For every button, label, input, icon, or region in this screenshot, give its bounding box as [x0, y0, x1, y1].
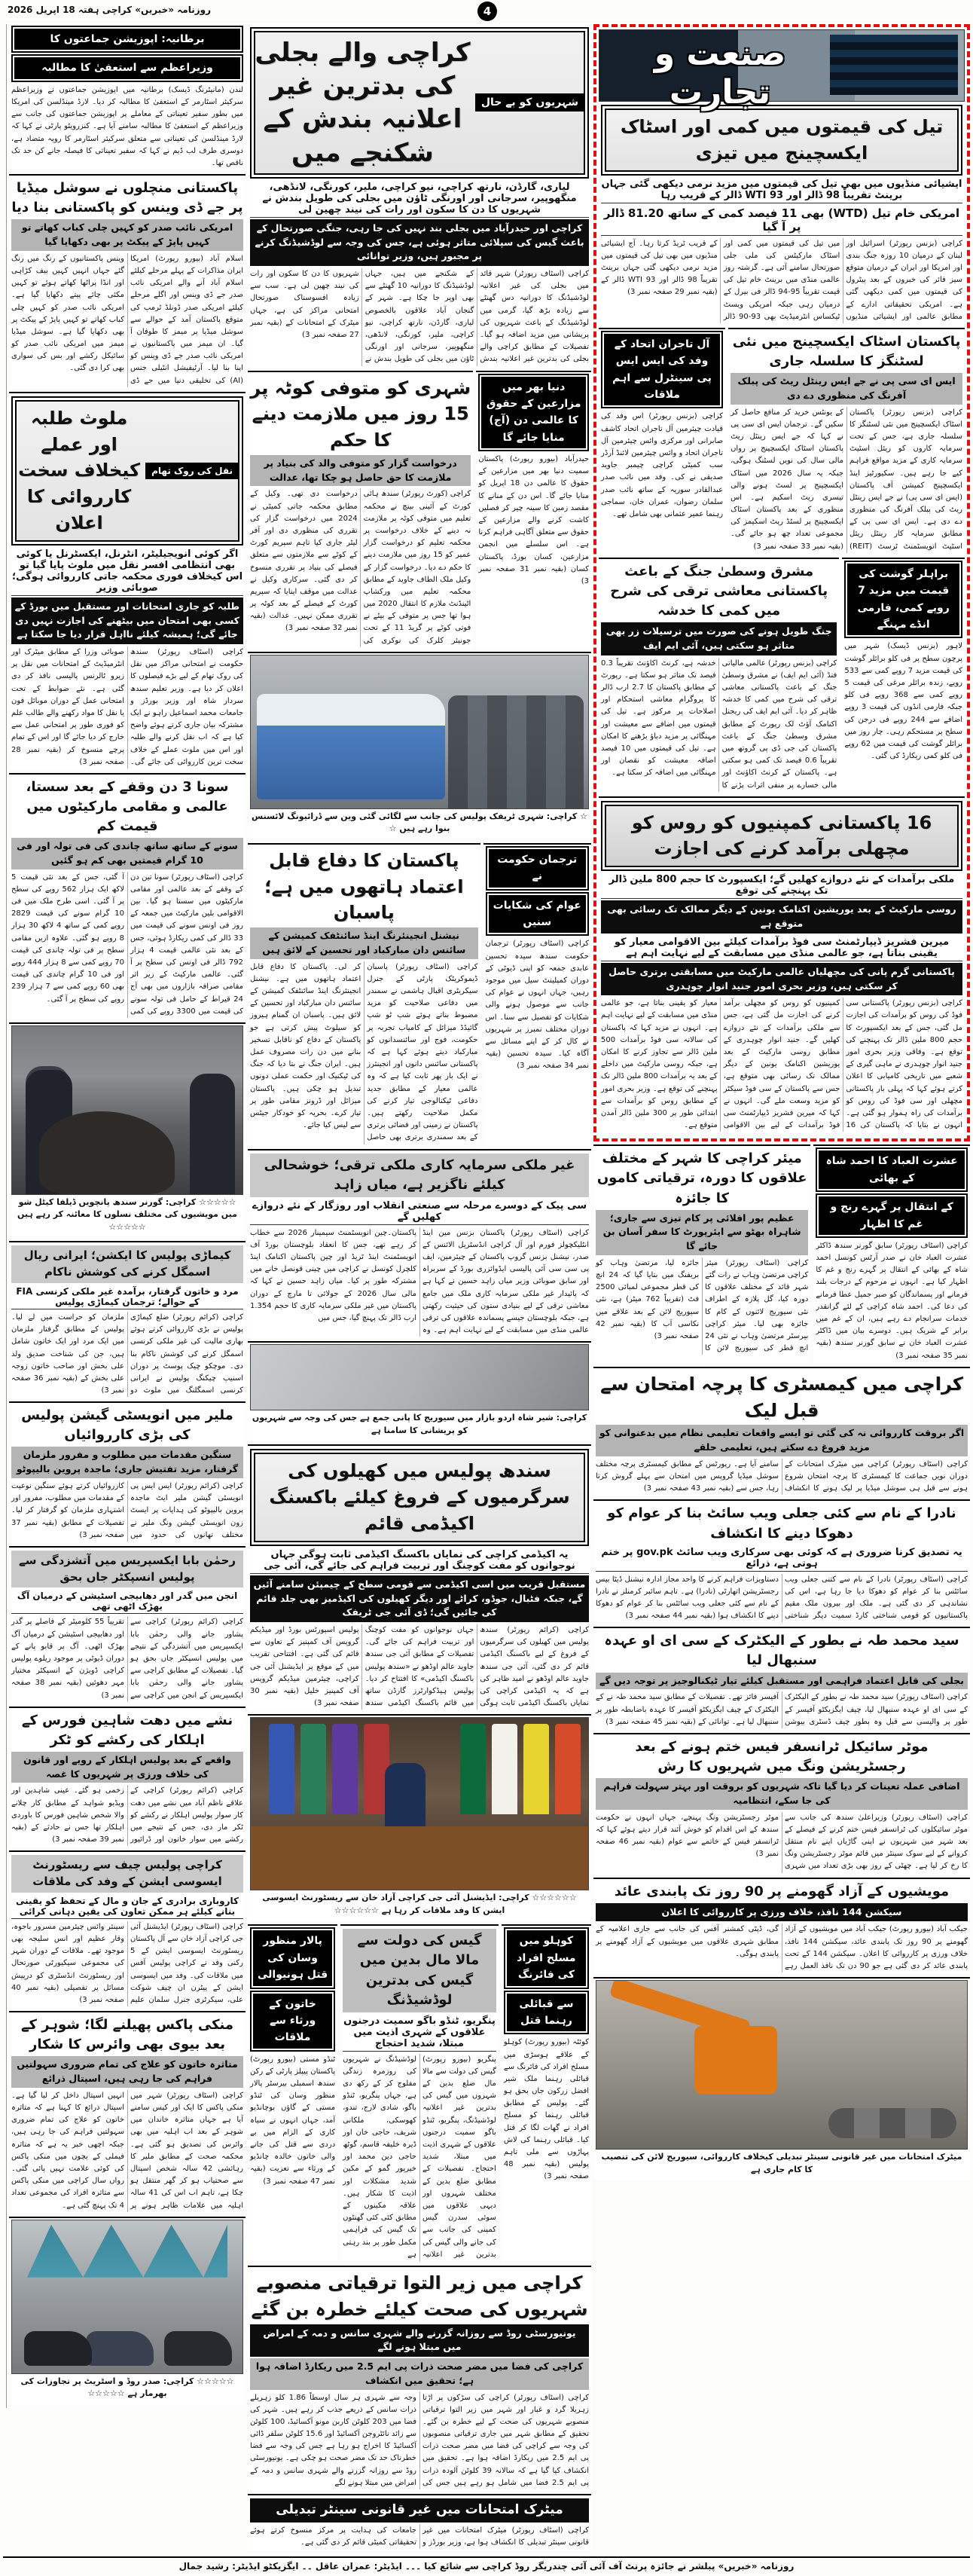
photo-caption: کراچی: شیر شاہ اردو بازار میں سیوریج کا پانی جمع ہے جس کی وجہ سے شہریوں کو پریشانی کا سامنا ہے — [252, 1413, 587, 1435]
article-foreign-investment — [248, 1149, 591, 1339]
flag-icon — [492, 1724, 517, 1814]
deck: ایس ای سی پی نے جے ایس رینٹل ریٹ کی پبلک آفرنگ کی منظوری دے دی — [731, 373, 962, 405]
deck: انجن میں گدر اور دھابیجی اسٹیشن کے درمیان آگ بھڑک اٹھی تھی — [11, 1589, 243, 1614]
article-development-projects-health — [248, 2266, 591, 2491]
boxed-headline-line2: سے قبائلی رہنما قتل — [504, 1991, 589, 2035]
article-psx-listing — [728, 328, 965, 555]
headline: پاکستانی منچلوں نے سوشل میڈیا پر جے ڈی وینس کو پاکستانی بنا دیا — [11, 180, 243, 216]
license-van-photo — [250, 655, 589, 809]
photo-caption: ☆☆☆☆☆ کراچی: گورنر سندھ پانچویں ڈیلفا کیٹل شو میں مویشیوں کی مختلف نسلوں کا معائنہ کر رہے ہیں ☆☆☆☆☆ — [17, 1196, 237, 1232]
article-chemistry-paper-leak — [593, 1367, 970, 1497]
headline: سونا 3 دن وقفے کے بعد سستا، عالمی و مقامی مارکیٹوں میں قیمت کم — [26, 778, 229, 835]
article-illegal-centre-change — [248, 2494, 591, 2550]
body-text: جیکب آباد (بیورو رپورٹ) جیکب آباد میں مویشیوں کے آزاد گھومنے پر 90 روز تک پابندی عائد، سیکشن 144 نافذ، خلاف ورزی پر کارروائی کا اعلان۔ سیکشن 144 کے تحت پابندی عائد کر دی گئی ہے جو 90 دن تک نافذ العمل رہے گی، ڈپٹی کمشنر آفس کی جانب سے جاری اعلامیہ کے مطابق شہری علاقوں میں مویشیوں کے آزاد گھومنے پر پابندی ہوگی۔ — [596, 1925, 968, 1970]
body-text: کراچی (بزنس رپورٹر) عالمی مالیاتی فنڈ (آئی ایم ایف) نے مشرق وسطیٰ جنگ کے باعث پاکستانی معاشی ترقی کی شرح میں کمی کا خدشہ ظاہر کر دیا۔ آئی ایم ایف کی ریجنل اکنامک آؤٹ لک رپورٹ کے مطابق مشرق وسطیٰ جنگ کے باعث پاکستان کی جی ڈی پی گروتھ میں تقریباً 0.6 فیصد تک کمی ہو سکتی ہے۔ پاکستان کے کرنٹ اکاؤنٹ اور مالی خسارے پر منفی اثرات پڑنے کا خدشہ ہے، کرنٹ اکاؤنٹ تقریباً 0.3 فیصد تک متاثر ہو سکتا ہے۔ رپورٹ کے مطابق پاکستان کا 2.7 ارب ڈالر کا پروگرام معاشی استحکام اور اصلاحات پر مرکوز ہے۔ تیل کی قیمتوں میں اضافے سے معیشت اور مہنگائی پر مزید دباؤ بڑھنے کا امکان ہے۔ تیل کی قیمتوں میں 10 فیصد اضافہ معیشت کو نقصان اور مہنگائی میں اضافہ کر سکتا ہے۔ — [601, 659, 837, 790]
deck: ملکی برآمدات کے نئے دروازے کھلیں گے؛ ایکسپورٹ کا حجم 800 ملین ڈالر تک پہنچنے کی توقع — [601, 872, 962, 899]
body-text: کراچی (اسٹاف رپورٹر) پاسبان ڈیموکریٹک پارٹی کے جنرل سیکریٹری اقبال ہاشمی نے سمندر میں دفاعی صلاحیت کو مزید مضبوط بناتے ہوئے شپ ٹو شپ گائیڈڈ میزائل کے کامیاب تجربہ پر حکومت، فوج اور سائنسدانوں کو مبارکباد دیتے ہوئے کہا ہے کہ پاکستانی سائنس دانوں اور انجینئرز نے ایک بار پھر ثابت کیا ہے کہ وہ عالمی معیار کے مطابق جدید دفاعی ٹیکنالوجی تیار کرنے کی مکمل صلاحیت رکھتے ہیں۔ پاکستان نے زمینی اور فضائی برتری کے بعد سمندری برتری بھی حاصل کر لی۔ پاکستان کا دفاع قابل اعتماد ہاتھوں میں ہے۔ نیشنل انجینئرنگ اینڈ سائنٹفک کمیشن کے سائنس دان مبارکباد اور تحسین کے لائق ہیں۔ پاسبان ان گمنام ہیروز کو سیلوٹ پیش کرتی ہے جو پاکستان کے دفاع کو ناقابل تسخیر بنانے میں دن رات مصروف عمل ہیں۔ ایران جنگ نے بتا دیا کہ جنگ کی ٹیکنیک اور حکمت عملی دونوں تبدیل ہو چکی ہیں۔ پاکستان میزائل اور ڈرونز مقامی طور پر تیار کرے۔ بحریہ کو خودکار جیٹس سے لیس کیا جائے۔ — [250, 962, 478, 1142]
body-text: کراچی (کورٹ رپورٹر) سندھ ہائی کورٹ کے آئینی بینچ نے محکمہ تعلیم میں متوفی کوٹہ پر ملازمت نہ دینے کے خلاف درخواست پر محکمہ تعلیم کو درخواست گزار عمیر کو 15 روز میں ملازمت دینے کا حکم دے دیا۔ درخواست گزار کے وکیل ملک الطاف جاوید کے مطابق محکمہ تعلیم میں ورکشاپ اٹینڈنٹ ملازم کا انتقال 2020 میں ہوا تھا جس پر متوفی کے بیٹے نے فوتی کوٹے پر گریڈ 11 کے تحت جونیئر کلرک کی نوکری کی درخواست دی تھی۔ وکیل کے مطابق محکمہ جاتی کمیٹی نے 2024 میں درخواست گزار کی تقرری کی منظوری دی اور آفر لیٹر جاری کیا تاہم سپریم کورٹ کے کوٹے سے ملازمتوں سے متعلق فیصلے کی بنیاد پر تقرری منسوخ کر دی گئی۔ سرکاری وکیل نے عدالت میں موقف اپنایا کہ سپریم کورٹ کے فیصلے کے بعد کوٹہ پر تقرری ممکن نہیں۔ عدالت (بقیہ نمبر 32 صفحہ نمبر 3) — [250, 490, 471, 645]
cattle-show-photo — [11, 1025, 243, 1195]
boxed-headline-line1: برطانیہ: اپوزیشن جماعتوں کا — [11, 26, 243, 53]
article-gold-price — [9, 773, 246, 1019]
body-text: حیدرآباد (بیورو رپورٹ) پاکستان سمیت دنیا بھر میں مزارعین کے حقوق کا عالمی دن 18 اپریل کو منایا جائے گا۔ اس دن کے منانے کا مقصد زمین کا سینہ چیر کر فصلیں کاشت کرنے والے مزارعین کے حقوق سے متعلق آگاہی فراہم کرنا ہے۔ اس سلسلے میں انجمن مزارعین، کسان بورڈ، پاکستان کسان (بقیہ نمبر 31 صفحہ نمبر 3) — [478, 455, 589, 585]
deck: سی پیک کے دوسرے مرحلہ سے صنعتی انقلاب اور روزگار کے نئے دروازے کھلیں گے — [250, 1199, 589, 1225]
deck: لیاری، گارڈن، نارتھ کراچی، نیو کراچی، ملیر، کورنگی، لانڈھی، منگھوپیر، سرجانی اور اورنگی ٹاؤن میں بجلی کی طویل بندش نے شہریوں کا دن کا سکون اور رات کی نیند چھین لی — [250, 180, 589, 218]
body-text: کراچی (اسٹاف رپورٹر) نادرا کے نام سے کتنی جعلی ویب سائٹس بنا کر عوام کو دھوکا دیا جا رہا ہے، اس کی نشاندہی کر دی گئی ہے۔ ملک اور بیرون ملک مقیم پاکستانیوں کو قومی شناختی کارڈ سمیت دیگر شناختی دستاویزات فراہم کرنے کا واحد مجاز ادارہ نیشنل ڈیٹا بیس رجسٹریشن اتھارٹی (نادرا) ہے۔ تاہم سائبر کرمنلز نے نادرا کے نام سے کئی جعلی ویب سائٹس بنا کر عوام کو دھوکا دینے کا انکشاف ہوا (بقیہ نمبر 44 صفحہ نمبر 3) — [596, 1575, 968, 1621]
photo-caption: ☆☆☆☆☆ کراچی: صدر روڈ و اسٹریٹ پر تجاوزات کی بھرمار ہے ☆☆☆☆☆ — [20, 2376, 234, 2399]
boxed-headline: دنیا بھر میں مزارعین کے حقوق کا عالمی دن (آج) منایا جائے گا — [478, 374, 589, 452]
deck: مرد و خاتون گرفتار، برآمدہ غیر ملکی کرنسی FIA کے حوالے؛ ترجمان کیماڑی پولیس — [11, 1285, 243, 1309]
article-cheating-crackdown — [9, 392, 246, 770]
article-kohlu-killing — [502, 1924, 591, 2263]
headline: مشرق وسطیٰ جنگ کے باعث پاکستانی معاشی ترقی کی شرح میں کمی کا خدشہ — [610, 563, 828, 619]
date-line: روزنامہ «خبریں» کراچی ہفتہ 18 اپریل 2026 — [8, 5, 211, 15]
deck: امریکی نائب صدر کو کہیں چلی کباب کھاتے تو کہیں پاپڑ کے پیکٹ پر بھی دکھایا گیا — [11, 219, 243, 251]
deck: جنگ طویل ہونے کی صورت میں ترسیلات زر بھی متاثر ہو سکتی ہیں، آئی ایم ایف — [601, 622, 837, 655]
headline: پاکستان کا دفاع قابل اعتماد ہاتھوں میں ہے؛ پاسبان — [264, 849, 464, 924]
headline: نادرا کے نام سے کئی جعلی ویب سائٹ بنا کر عوام کو دھوکا دینے کا انکشاف — [607, 1505, 956, 1542]
sewerage-street-photo — [250, 1344, 589, 1410]
body-text: کراچی (اسٹاف رپورٹر) سونا تین دن کے وقفے کے بعد عالمی اور مقامی مارکیٹوں میں سستا ہو گیا۔ بین الاقوامی بلین مارکیٹ میں جمعہ کے روز فی اونس سونے کی قیمت میں 33 ڈالر کی کمی ریکارڈ ہوئی، جس کے بعد نئی عالمی قیمت 4 ہزار 792 ڈالر فی اونس کی سطح پر آ گئی۔ عالمی مارکیٹ کے زیر اثر مقامی صرافہ بازاروں میں بھی آج 24 قیراط کے حامل فی تولہ سونے کی قیمت میں 3300 روپے کی کمی آ گئی، جس کے بعد نئی قیمت 5 لاکھ ایک ہزار 562 روپے کی سطح پر آ گئی۔ اسی طرح ملک میں فی 10 گرام سونے کی قیمت 2829 روپے کمی کے ساتھ 4 لاکھ 30 ہزار 8 روپے ہو گئی۔ علاوہ ازیں مقامی سطح پر فی تولہ چاندی کی قیمت 70 روپے کمی سے 8 ہزار 444 روپے اور فی 10 گرام چاندی کی قیمت بھی 60 روپے کمی سے 7 ہزار 239 روپے کی سطح پر آ گئی۔ — [11, 872, 243, 1016]
deck: امریکی خام تیل (WTD) بھی 11 فیصد کمی کے ساتھ 81.20 ڈالر پر آ گیا — [601, 205, 962, 236]
conference-table — [251, 1826, 588, 1890]
kicker: شہریوں کو بے حال — [475, 93, 584, 112]
headline: کراچی میں کیمسٹری کا پرچہ امتحان سے قبل لیک — [600, 1373, 963, 1421]
headline: 16 پاکستانی کمپنیوں کو روس کو مچھلی برآمد کرنے کی اجازت — [631, 811, 932, 860]
article-boxing-academy — [248, 1444, 591, 1711]
deck: نیشنل انجینئرنگ اینڈ سائنٹفک کمیشن کے سائنس دان مبارکباد اور تحسین کے لائق ہیں — [250, 927, 478, 959]
body-text: اسلام آباد (بیورو رپورٹ) امریکا ایران مذاکرات کے پہلے مرحلے کیلئے اسلام آباد آنے والے امریکی نائب صدر جے ڈی وینس اور اگلے مرحلے کیلئے امریکی صدر ڈونلڈ ٹرمپ کی متوقع پاکستان آمد کے حوالے سے سوشل میڈیا پر میمز کا طوفان آ گیا۔ ان میمز میں پاکستانیوں نے امریکی نائب صدر جے ڈی وینس کو اپنا بنا لیا۔ آرٹیفیشل انٹیلی جنس (AI) کی تخلیقی دنیا میں جے ڈی وینس پاکستانیوں کے رنگ میں رنگ گئے جہاں انہیں کہیں بیف کڑاہی اور انڈا پراٹھا کھاتے ہوئے تو کہیں مکئی چائے پیتے دکھایا گیا ہے۔ امریکی نائب صدر کو کہیں چلی کباب کھاتے تو کہیں پاپڑ کے پیکٹ پر بھی دکھایا گیا ہے۔ سوشل میڈیا میمز میں امریکی نائب صدر کو سائیکل رکشے اور بس کی سواری بھی کرا دی گئی۔ — [11, 254, 243, 385]
body-text: کراچی (بزنس رپورٹر) پاکستانی سی فوڈ کی روس کو برآمدات کی اجازت مل گئی، جس کے بعد ایکسپورٹ کا حجم 800 ملین ڈالر تک پہنچنے کی توقع ہے۔ وفاقی وزیر بحری امور جنید انوار چوہدری نے ماہی گیری کے شعبے میں تاریخی کامیابی کا اعلان کرتے ہوئے کہا کہ پہلی بار پاکستانی مچھلی اور سی فوڈ کی روس کو برآمدات کی راہ ہموار ہو گئی ہے۔ انہوں نے بتایا کہ پاکستان کی 16 کمپنیوں کو روس کو مچھلی برآمد کرنے کی اجازت مل گئی ہے، جس سے ملکی برآمدات کے نئے دروازے کھلیں گے۔ جنید انوار چوہدری کے مطابق روسی مارکیٹ کے بعد یوریشین اکنامک یونین کے دیگر ممالک تک رسائی بھی متوقع ہے، جس سے پاکستان کے سی فوڈ سیکٹر کو مزید وسعت ملے گی۔ انہوں نے کہا کہ میرین فشریز ڈیپارٹمنٹ سی فوڈ برآمدات کے لیے بین الاقوامی معیار کو یقینی بناتا ہے، جو عالمی منڈی میں مسابقت کے لیے نہایت اہم ہے۔ انہوں نے مزید کہا کہ پاکستان کی سالانہ سی فوڈ برآمدات 500 ملین ڈالر سے تجاوز کرنے کا امکان ہے، جبکہ روسی مارکیٹ میں داخلے کے بعد یہ برآمدات 800 ملین ڈالر تک پہنچنے کی توقع ہے۔ وزیر بحری امور کے مطابق روس کو برآمدات سے ابتدائی طور پر 300 ملین ڈالر آمدن متوقع ہے۔ — [601, 999, 962, 1130]
body-text: کراچی (کرائم رپورٹر) ایس ایس پی انویسٹی گیشن ملیر ایٹ ماجدہ پروین بالیپوٹو کی ہدایات پر ایسٹ زون انویسٹی گیشن ونگ ملیر نے مختلف تھانوں کی حدود میں کارروائیاں کرتے ہوئے سنگین نوعیت کے مقدمات میں مطلوب، مفرور اور اشتہاری ملزمان کو گرفتار کر لیا۔ تفصیلات کے مطابق (بقیہ نمبر 37 صفحہ نمبر 3) — [11, 1481, 243, 1539]
body-text: کراچی (اسٹاف رپورٹر) ترجمان حکومت سندھ سیدہ تحسین عابدی جمعہ کو اپنی ڈیوٹی کے دوران کمپلینٹ سیل میں موجود رہیں، جہاں انہوں نے عوام کی جانب سے موصول ہونے والی شکایات کو تفصیل سے سنا۔ اس دوران مختلف نمبرز پر شہریوں نے کال کر کے اپنے مسائل سے آگاہ کیا۔ سیدہ تحسین (بقیہ نمبر 34 صفحہ نمبر 3) — [485, 940, 589, 1071]
headline: غیر ملکی سرمایہ کاری ملکی ترقی؛ خوشحالی کیلئے ناگزیر ہے، میاں زاہد — [250, 1154, 589, 1197]
headline: رحمٰن بابا ایکسپریس میں آتشزدگی سے پولیس انسپکٹر جاں بحق — [11, 1551, 243, 1588]
article-mayor-visit — [593, 1144, 810, 1363]
body-text: کراچی (اسٹاف رپورٹر) پاکستان بزنس مین اینڈ انٹلیکچولز فورم اور آل کراچی انڈسٹریل الائنس کے صدر، نیشنل بزنس گروپ پاکستان کے چیئرمین، ایف پی سی سی آئی پالیسی ایڈوائزری بورڈ کے سربراہ اور سابق صوبائی وزیر میاں زاہد حسین نے کہا ہے کہ پائیدار غیر ملکی سرمایہ کاری ملک میں جامع معاشی ترقی کے لیے بنیادی ستون کی حیثیت رکھتی ہے، جبکہ بلوچستان جیسے پسماندہ علاقوں کی ترقی عالمی منڈی میں مسابقت کے لیے نہایت اہم ہے۔ وہ پاکستان۔چین انویسٹمنٹ سیمینار 2026 سے خطاب کر رہے تھے، جس کا انعقاد بلوچستان بورڈ آف انویسٹمنٹ اینڈ ٹریڈ اور چین پاکستان اکنامک اینڈ کلچرل کونسل نے کراچی میں چینی قونصل خانے میں مشترکہ طور پر کیا۔ میاں زاہد حسین نے کہا کہ مالی سال 2026 کے جولائی تا مارچ کے دوران پاکستان میں غیر ملکی سرمایہ کاری کا حجم 1.354 ارب ڈالر تک پہنچ گیا، جس میں — [250, 1228, 589, 1335]
boxed-headline: آل تاجران اتحاد کے وفد کی ایس ایس پی سینٹرل سے اہم ملاقات — [601, 331, 723, 409]
article-wasan-condolence — [248, 1924, 337, 2263]
article-monkeypox — [9, 2011, 246, 2214]
article-shaheen-force-crash — [9, 1707, 246, 1848]
body-text: کوئٹہ (بیورو رپورٹ) کوہلو کے علاقے ہوسڑی میں مسلح افراد کی فائرنگ سے قبائلی رہنما ملک شیر افضل زرکون جاں بحق ہو گئے۔ پولیس کے مطابق قبائلی رہنما کو مسلح افراد نے گھات لگا کر قتل کیا۔ قبائلی رہنما کی لاش پہاڑوں سے ملی تاہم پولیس (بقیہ نمبر 48 صفحہ نمبر 3) — [503, 2038, 589, 2181]
license-van-photo-block — [248, 652, 591, 840]
photo-caption: میٹرک امتحانات میں غیر قانونی سینٹر تبدیلی کیخلاف کارروائی، سیوریج لائن کی تنصیب کا کام جاری ہے — [601, 2152, 962, 2174]
boxed-headline-line2: وزیراعظم سے استعفیٰ کا مطالبہ — [11, 54, 243, 81]
deck: روسی مارکیٹ کے بعد یوریشین اکنامک یونین کے دیگر ممالک تک رسائی بھی متوقع ہے — [601, 900, 962, 934]
deck: پنگریو، ٹنڈو باگو سمیت درجنوں علاقوں کے شہری اذیت میں مبتلا، شدید احتجاج — [343, 2014, 496, 2052]
flag-icon — [555, 1724, 581, 1814]
headline: گیس کی دولت سے مالا مال بدین میں گیس کی بدترین لوڈشیڈنگ — [343, 1929, 496, 2012]
headline: مویشیوں کے آزاد گھومنے پر 90 روز تک پابندی عائد — [614, 1883, 950, 1899]
article-imf-warning — [599, 558, 839, 793]
boxed-headline-line1: ترجمان حکومت نے — [486, 846, 590, 891]
article-jd-vance-memes — [9, 174, 246, 389]
body-text: کراچی (کرائم رپورٹر) ضلع کیماڑی پولیس نے بڑی کارروائی کرتے ہوئے بھاری مالیت کی غیر ملکی کرنسی اسمگل کرنے کی کوشش ناکام بنا دی۔ موچکو چیک پوسٹ پر دوران اسنیپ چیکنگ پولیس نے ایرانی کرنسی اسمگلنگ میں ملوث دو ملزمان کو حراست میں لے لیا۔ پولیس کے مطابق گرفتار ملزمان میں ایک مرد اور ایک خاتون شامل ہیں، جن کی شناخت صدیق ولد علی بخش اور صاحب خاتون زوجہ علی بخش کے (بقیہ نمبر 36 صفحہ نمبر 3) — [11, 1312, 243, 1395]
headline: سید محمد طہ نے بطور کے الیکٹرک کے سی ای او عہدہ سنبھال لیا — [604, 1633, 959, 1669]
deck: درخواست گزار کو متوفی والد کی بنیاد پر ملازمت کا حق حاصل ہو چکا تھا، عدالت — [250, 455, 471, 487]
headline: کیماڑی پولیس کا ایکشن؛ ایرانی ریال اسمگل کرنے کی کوشش ناکام — [11, 1245, 243, 1283]
body-text: کراچی (اسٹاف رپورٹر) شہر قائد میں بجلی کی غیر اعلانیہ لوڈشیڈنگ کا دورانیہ دس گھنٹے سے زیادہ بڑھ گیا، گرمی میں لوڈشیڈنگ کے باعث شہریوں کی پریشانی میں مزید اضافہ ہو گیا۔ تفصیلات کے مطابق کراچی والے بجلی کی بدترین غیر اعلانیہ بندش کے شکنجے میں ہیں، جہاں لوڈشیڈنگ کا دورانیہ 10 گھنٹے سے بھی اوپر جا چکا ہے۔ شہر کے گنجان آباد علاقوں بالخصوص لیاری، گارڈن، نارتھ کراچی، نیو کراچی، ملیر، کورنگی، لانڈھی، منگھوپیر، سرجانی اور اورنگی ٹاؤن میں بجلی کی طویل بندش نے شہریوں کا دن کا سکون اور رات کی نیند چھین لی ہے۔ سب سے زیادہ افسوسناک صورتحال امتحانی مراکز کی ہے، جہاں میٹرک کے امتحانات کے (بقیہ نمبر 27 صفحہ نمبر 3) — [250, 270, 589, 364]
article-main-power-outage — [248, 24, 591, 368]
article-spokesperson-complaints — [483, 843, 592, 1146]
deck: مستقبل قریب میں اسی اکیڈمی سے قومی سطح کے چیمپئن سامنے آئیں گے، جبکہ فٹبال، جوڈو، کراٹے اور دیگر کھیلوں کی اکیڈمیز بھی جلد قائم کی جائیں گی؛ ڈی آئی جی ٹریفک — [250, 1575, 589, 1622]
body-text: کراچی (بزنس رپورٹر) پاکستان اسٹاک ایکسچینج میں نئی لسٹنگز کا سلسلہ جاری ہے، جس کے تحت سرمایہ کاروں کو ریئل اسٹیٹ سرمایہ کاری کے مزید مواقع فراہم کیے جا رہے ہیں۔ سکیورٹیز اینڈ ایکسچینج کمیشن آف پاکستان (ایس ای سی پی) نے جے ایس رینٹل ریٹ کی پبلک آفرنگ کی منظوری دے دی ہے۔ ایس ای سی پی کے مطابق سرمایہ کار رینٹل ریئل اسٹیٹ انویسٹمنٹ ٹرسٹ (REIT) کے یونٹس خرید کر منافع حاصل کر سکیں گے۔ ترجمان ایس ای سی پی نے کہا کہ جے ایس رینٹل ریٹ پاکستان اسٹاک ایکسچینج پر رواں مالی سال کی نویں لسٹنگ ہوگی، جبکہ یہ سال 2026 میں اسٹاک ایکسچینج پر لسٹ ہونے والی تیسری ریٹ اسکیم ہے۔ اس منظوری کے بعد پاکستان اسٹاک ایکسچینج پر لسٹڈ ریٹ اسکیمز کی مجموعی تعداد چھ ہو جائے گی۔ (بقیہ نمبر 33 صفحہ نمبر 3) — [731, 408, 962, 551]
body-text: کراچی (اسٹاف رپورٹر) میئر کراچی مرتضیٰ وہاب نے رات گئے شہر قائد کے مختلف علاقوں کا دورہ کیا، گل پلازہ کے اطراف نئی سیوریج لائنوں کے کام کا جائزہ بھی لیا۔ میئر کراچی بیرسٹر مرتضیٰ وہاب نے نئی 24 انچ قطر کی سیوریج لائن کا جائزہ لیا، مرتضیٰ وہاب کو بریفنگ میں بتایا گیا کہ 24 انچ کی قطر مجموعی لمبائی 2500 فٹ (تقریباً 762 میٹر) ہے، نئی سیوریج لائن کے بعد علاقے میں نکاسی آب کا (بقیہ نمبر 42 صفحہ نمبر 3) — [596, 1258, 809, 1353]
article-pasban-defence — [248, 843, 480, 1146]
page-header — [3, 2, 970, 24]
deck: سیکشن 144 نافذ، خلاف ورزی پر کارروائی کا اعلان — [596, 1903, 968, 1922]
deck: پاکستانی گرم پانی کی مچھلیاں عالمی مارکیٹ میں مسابقتی برتری حاصل کر سکتی ہیں، وزیر بحری امور جنید انوار چوہدری — [601, 963, 962, 996]
deck: سنگین مقدمات میں مطلوب و مفرور ملزمان گرفتار، مزید تفتیش جاری؛ ماجدہ پروین بالیپوٹو — [11, 1447, 243, 1478]
headline: پاکستان اسٹاک ایکسچینج میں نئی لسٹنگز کا سلسلہ جاری — [732, 333, 961, 369]
headline: تیل کی قیمتوں میں کمی اور اسٹاک ایکسچینج میں تیزی — [620, 116, 944, 163]
body-text: کراچی (کرائم رپورٹر) کراچی کے علاقے ناظم آباد میں نشے میں دھت کار سوار پولیس اہلکار نے رکشے کو ٹکر مار دی، جس کے نتیجے میں رکشے میں سوار خاتون اور ڈرائیور زخمی ہو گئے۔ عینی شاہدین اور ویڈیو شواہد کے مطابق کار چلانے والا شخص شاہین فورس کا باوردی اہلکار تھا جس نے حادثے کے (بقیہ نمبر 39 صفحہ نمبر 3) — [11, 1786, 243, 1844]
deck: بجلی کی قابل اعتماد فراہمی اور مستقبل کیلئے تیار ٹیکنالوجیز پر توجہ دیں گے — [596, 1673, 968, 1690]
stock-exchange-photo — [830, 35, 958, 95]
deck: میرین فشریز ڈیپارٹمنٹ سی فوڈ برآمدات کیلئے بین الاقوامی معیار کو یقینی بناتا ہے، جو عالمی منڈی میں مسابقت کے لیے نہایت اہم ہے — [601, 935, 962, 961]
headline: سندھ پولیس میں کھیلوں کی سرگرمیوں کے فروغ کیلئے باکسنگ اکیڈمی قائم — [269, 1460, 570, 1534]
deck: عظیم پور افلائی پر کام تیزی سے جاری؛ شاہراہ بھٹو سے ایئرپورٹ کا سفر آسان بن جائے گا — [596, 1210, 808, 1255]
article-cattle-ban — [593, 1878, 970, 1975]
deck: ایشیائی منڈیوں میں بھی تیل کی قیمتوں میں مزید نرمی دیکھی گئی جہاں برینٹ تقریباً 98 ڈالر اور WTI 93 ڈالر کے قریب رہا — [601, 177, 962, 203]
headline: کراچی میں زیر التوا ترقیاتی منصوبے شہریوں کی صحت کیلئے خطرہ بن گئے — [251, 2272, 588, 2320]
article-malir-investigation — [9, 1401, 246, 1543]
article-ishrat-condolence — [813, 1144, 970, 1363]
article-restaurant-association — [9, 1850, 246, 2008]
right-band — [593, 24, 970, 2183]
boxed-headline-line1: پالار منظور وسان کی قتل ہونیوالی — [250, 1927, 335, 1988]
headline: میٹرک امتحانات میں غیر قانونی سینٹر تبدیلی — [250, 2498, 589, 2523]
article-ke-ceo — [593, 1627, 970, 1730]
body-text: کراچی (اسٹاف رپورٹر) سندھ حکومت نے امتحانی مراکز میں نقل کی روک تھام کے لیے بڑے فیصلوں کا اعلان کر دیا ہے۔ وزیر تعلیم سندھ سردار شاہ اور وزیر بورڈز و جامعات محمد اسماعیل راہو نے ایک مشترکہ بیان جاری کرتے ہوئے واضح کیا ہے کہ اب نقل کرنے والے طلبہ اور اس میں ملوث عملے کے خلاف سخت ترین کارروائی کی جائے گی۔ صوبائی وزرا کے مطابق میٹرک اور انٹرمیڈیٹ کے امتحانات میں نقل پر زیرو ٹالرنس پالیسی نافذ کر دی گئی ہے۔ نئے ضوابط کے تحت امتحانی عمل کے دوران موبائل فون یا نقل کا مواد رکھنے والے طالب علم کو فوری طور پر امتحانی عمل سے خارج کر دیا جائے گا اور اس کے تمام پرچے منسوخ کر (بقیہ نمبر 28 صفحہ نمبر 3) — [11, 648, 243, 766]
body-text: کراچی (اسٹاف رپورٹر) کراچی کی سڑکوں پر اڑتا زہریلا گرد و غبار اور شہر میں زیر التوا ترقیاتی منصوبے شہریوں کی صحت کے لیے خطرہ بن گئے۔ تحقیق کے مطابق شہر میں جاری ترقیاتی منصوبوں کی وجہ سے کراچی کی فضا میں مضر صحت ذرات پی ایم 2.5 میں ریکارڈ اضافہ ہوا ہے۔ تحقیق میں انکشاف کیا گیا ہے کہ سالانہ 39 کلوٹن آلودہ ذرات پی ایم 2.5 فضا میں شامل ہو رہے ہیں جس کی وجہ سے شہری ہر سال اوسطاً 1.86 کلو زہریلے ذرات سانس کے ذریعے جذب کر رہے ہیں۔ شہر کی فضا میں 203 کلوٹن کاربن مونو آکسائیڈ، 100 کلوٹن سے زائد نائٹروجن آکسائیڈ اور 15.6 کلوٹن سلفر ڈائی آکسائیڈ کا اخراج ہو رہا ہے جس کی وجہ سے فضا خطرناک حد تک مضر صحت ہو چکی ہے۔ یونیورسٹی روڈ سے روزانہ گزرنے والے شہری سانس و دمہ کے امراض میں مبتلا ہونے لگے — [250, 2393, 589, 2487]
article-bike-transfer-fee — [593, 1733, 970, 1875]
deck: یونیورسٹی روڈ سے روزانہ گزرنے والے شہری سانس و دمہ کے امراض میں مبتلا ہونے لگے — [250, 2324, 589, 2358]
main-headline: کراچی والے بجلی کی بدترین غیر اعلانیہ بندش کے شکنجے میں — [255, 38, 471, 168]
encroachment-photo — [11, 2220, 243, 2374]
boxed-headline-line2: عوام کی شکایات سنیں — [486, 892, 590, 937]
article-oil-prices — [599, 102, 965, 325]
body-text: کراچی (اسٹاف رپورٹر) میٹرک امتحانات میں غیر قانونی سینٹر تبدیلی کا انکشاف ہوا ہے، وزیر بورڈز و جامعات کی ہدایت پر مرکز منسوخ کرتے ہوئے تحقیقاتی کمیٹی قائم کر دی گئی ہے۔ — [250, 2526, 589, 2547]
body-text: کراچی (اسٹاف رپورٹر) کراچی میں میٹرک امتحانات کے دوران نویں جماعت کا کیمسٹری کا پرچہ امتحان شروع ہونے سے قبل ہی سوشل میڈیا پر لیک ہونے کا انکشاف سامنے آیا ہے۔ رپورٹس کے مطابق کیمسٹری پرچہ مختلف سوشل میڈیا گروپس میں امتحان سے پہلے گروش کرتا رہا، جس سے (بقیہ نمبر 43 صفحہ نمبر 3) — [596, 1459, 968, 1493]
deck: اگر بروقت کارروائی نہ کی گئی تو ایسے واقعات تعلیمی نظام میں بدعنوانی کو مزید فروغ دے سکتے ہیں، تعلیمی حلقے — [596, 1425, 968, 1456]
sewerage-photo-block — [248, 1341, 591, 1441]
body-text: کراچی (کرائم رپورٹر) کراچی سے پشاور جانے والی رحمٰن بابا ایکسپریس میں آتشزدگی کے نتیجے میں پولیس انسپکٹر جاں بحق ہو گیا۔ تفصیلات کے مطابق کراچی سے پشاور جانے والی رحمٰن بابا ایکسپریس کے انجن میں کراچی سے تقریباً 55 کلومیٹر کے فاصلے پر گدر اور دھابیجی اسٹیشن کے درمیان آگ بھڑک اٹھی۔ آگ پر قابو پانے کے دوران ڈیوٹی پر موجود ریلوے پولیس کراچی ڈویژن کے انسپکٹر مختیار مہر دھوئیں (بقیہ نمبر 38 صفحہ نمبر 3) — [11, 1618, 243, 1700]
police-meeting-photo — [250, 1717, 589, 1890]
police-officer-figure — [385, 1763, 425, 1828]
headline: نشے میں دھت شاہین فورس کے اہلکار کی رکشے کو ٹکر — [21, 1712, 233, 1748]
headline: شہری کو متوفی کوٹہ پر 15 روز میں ملازمت دینے کا حکم — [250, 377, 471, 451]
flag-icon — [300, 1724, 326, 1814]
deck: اگر کوئی انویجیلیٹر، انٹرنل، ایکسٹرنل یا کوئی بھی انتظامی افسر نقل میں ملوث پایا گیا تو اس کیخلاف فوری محکمہ جاتی کارروائی ہوگی؛ صوبائی وزیر — [11, 547, 243, 596]
pakistan-flag-icon — [460, 1724, 486, 1814]
photo-caption: ☆☆☆☆☆☆ کراچی: ایڈیشنل آئی جی کراچی آزاد خان سے ریسٹورنٹ ایسوسی ایشن کا وفد ملاقات کر رہا ہے ☆☆☆☆☆☆ — [262, 1893, 577, 1915]
photo-caption: ☆ کراچی: شہری ٹریفک پولیس کی جانب سے لگائی گئی وین سے ڈرائیونگ لائسنس بنوا رہے ہیں ☆ — [252, 811, 587, 834]
imprint-line: روزنامہ «خبریں» پبلشر نے جائزہ پرنٹ آف آئی آئی چندریگر روڈ کراچی سے شائع کیا ۔۔۔ ایڈیٹر: عمران عاقل ۔۔ ایگزیکٹو ایڈیٹر: رشید جمال — [3, 2556, 970, 2574]
boxed-headline-line1: کوہلو میں مسلح افراد کی فائرنگ — [504, 1927, 589, 1988]
headline: منکی پاکس پھیلنے لگا؛ شوہر کے بعد بیوی بھی وائرس کا شکار — [20, 2017, 234, 2053]
article-nadra-fake-websites — [593, 1499, 970, 1624]
body-text: لاہور (بزنس ڈیسک) شہر میں پرچون سطح پر فی کلو برائلر گوشت کی قیمت مزید 7 روپے کمی سے 533 روپے، زندہ برائلر مرغی کی قیمت 5 روپے کمی سے 368 روپے فی کلو جبکہ فارمی انڈوں کی قیمت 3 روپے اضافے سے 244 روپے فی درجن کی سطح پر مستحکم رہی۔ چار روز میں برائلر گوشت کی قیمت میں 62 روپے فی کلو کمی ریکارڈ کی گئی۔ — [844, 642, 963, 761]
body-text: کراچی (اسٹاف رپورٹر) سید محمد طہ نے بطور کے الیکٹرک کے سی ای او عہدہ سنبھال لیا، چیف ایگزیکٹو آفیسر کے طور پر والیسی سے قبل وہ بطور چیف ڈسٹری بیوشن آفیسر فائز تھے۔ تفصیلات کے مطابق سید محمد طہ نے کے الیکٹرک کے چیف ایگزیکٹو آفیسر کا عہدہ باضابطہ طور پر سنبھال لیا ہے۔ توانائی کے (بقیہ نمبر 45 صفحہ نمبر 3) — [596, 1693, 968, 1726]
deck: متاثرہ خاتون کو علاج کی تمام ضروری سہولتیں فراہم کی جا رہی ہیں، اسپتال ذرائع — [11, 2056, 243, 2088]
article-uk-resignation — [9, 24, 246, 171]
body-text: کراچی (اسٹاف رپورٹر) سابق گورنر سندھ ڈاکٹر عشرت العباد خان نے صدر آرٹس کونسل احمد شاہ کے بھائی کے انتقال پر گہرے رنج و غم کا اظہار کیا ہے۔ انہوں نے مرحوم کے درجات بلند فرمانے اور پسماندگان کو صبر جمیل عطا فرمانے کی دعا کی۔ احمد شاہ کراچی کے لئے گرانقدر خدمات سرانجام دے رہے ہیں، ان کے غم میں برابر کے شریک ہیں۔ دوسرے بیان میں ڈاکٹر عشرت العباد خان نے سابق گورنر سندھ (بقیہ نمبر 35 صفحہ نمبر 3) — [816, 1241, 968, 1360]
middle-band — [246, 24, 593, 2553]
left-band — [6, 24, 246, 2408]
article-traders-meeting — [599, 328, 725, 555]
deck: کراچی اور حیدرآباد میں بجلی بند نہیں کی جا رہی، جنگی صورتحال کے باعث گیس کی سپلائی متاثر ہوئی ہے، جس کی وجہ سے لوڈشیڈنگ کرنے پر مجبور ہیں، وزیر توانائی — [250, 219, 589, 266]
excavator-photo — [596, 1980, 968, 2150]
deck: کراچی کی فضا میں مضر صحت ذرات پی ایم 2.5 میں ریکارڈ اضافہ ہوا ہے؛ تحقیق میں انکشاف — [250, 2358, 589, 2390]
headline: موٹر سائیکل ٹرانسفر فیس ختم ہونے کے بعد رجسٹریشن ونگ میں شہریوں کا رش — [635, 1738, 929, 1774]
flag-icon — [269, 1724, 294, 1814]
headline: میئر کراچی کا شہر کے مختلف علاقوں کا دورہ، ترقیاتی کاموں کا جائزہ — [596, 1150, 807, 1206]
article-job-quota-order — [248, 371, 473, 649]
body-text: کراچی (کرائم رپورٹر) سندھ پولیس میں کھیلوں کی سرگرمیوں کے فروغ کے لیے باکسنگ اکیڈمی قائم کر دی گئی، آئی جی سندھ جاوید عالم اوڈھو نے امید ظاہر کی ہے کہ یہ اکیڈمی کراچی کی نمایاں باکسنگ اکیڈمی ثابت ہوگی جہاں نوجوانوں کو مفت کوچنگ اور تربیت فراہم کی جائے گی۔ تفصیلات کے مطابق آئی جی سندھ جاوید عالم اوڈھو نے «سندھ پولیس باکسنگ اکیڈمی» کا افتتاح کر دیا۔ پولیس ہیڈکوارٹرز گارڈن ساتھ میں قائم باکسنگ اکیڈمی سندھ پولیس اسپورٹس بورڈ اور میڈیکم گروپس آف کمپنیز کے تعاون سے قائم کی گئی ہے۔ افتتاحی تقریب میں کے موقع پر ایڈیشنل آئی جی کراچی، چیئرمین میڈیکم گروپس آف کمپنیز خلیل (بقیہ نمبر 30 صفحہ نمبر 3) — [250, 1626, 589, 1708]
body-text: کراچی (بزنس رپورٹر) اسرائیل اور لبنان کے درمیان 10 روزہ جنگ بندی اور امریکا اور ایران کے درمیان متوقع سیز فائر کی خبروں کے بعد پیٹرول کی قیمتوں میں کمی دیکھی گئی ہے۔ امریکی تحقیقاتی ادارے کے مطابق عالمی اور ایشیائی منڈیوں میں تیل کی قیمتوں میں کمی اور اسٹاک مارکیٹس کی ملی جلی صورتحال سامنے آئی ہے۔ گزشتہ روز عالمی منڈی میں برینٹ خام تیل کی قیمت تقریباً 95-94 ڈالر فی بیرل کے درمیان رہی جبکہ امریکی ویسٹ ٹیکساس انٹرمیڈیٹ بھی 93-90 ڈالر کے قریب ٹریڈ کرتا رہا۔ آج ایشیائی منڈیوں میں بھی تیل کی قیمتوں میں مزید نرمی دیکھی گئی جہاں برینٹ تقریباً 98 ڈالر اور WTI 93 ڈالر کے (بقیہ نمبر 29 صفحہ نمبر 3) — [601, 239, 962, 321]
boxed-headline-line2: خاتون کے ورثاء سے ملاقات — [250, 1991, 335, 2052]
boxed-headline: براہلر گوشت کی قیمت میں مزید 7 روپے کمی، فارمی انڈے مہنگے — [844, 561, 962, 639]
police-meeting-photo-block — [248, 1714, 591, 1921]
body-text: کراچی (اسٹاف رپورٹر) وزیراعلیٰ سندھ کی جانب سے موٹر سائیکلوں کی ٹرانسفر فیس ختم کرنے کے فیصلے کے بعد شہر میں شہریوں نے اپنی گاڑیاں اپنے نام منتقل کروانے کے لیے سوک سینٹر میں قائم موٹر رجسٹریشن ونگ کا رخ کر لیا ہے۔ چھٹی کے روز بھی بڑی تعداد میں شہری موٹر رجسٹریشن ونگ پہنچے، جہاں انہوں نے حکومت سندھ کے اس اقدام کو خوش آئند قرار دیتے ہوئے کہا کہ ٹرانسفر فیس کے خاتمے سے عوام (بقیہ نمبر 46 صفحہ نمبر 3) — [596, 1813, 968, 1871]
deck: واقعے کے بعد پولیس اہلکار کے رویے اور قانون کی خلاف ورزی پر شہریوں کا غصہ — [11, 1752, 243, 1783]
headline: کراچی پولیس چیف سے ریسٹورنٹ ایسوسی ایشن کے وفد کی ملاقات — [11, 1855, 243, 1893]
article-fish-exports — [599, 796, 965, 1134]
business-section — [593, 24, 970, 1141]
body-text: کراچی (بزنس رپورٹر) اس وفد کی قیادت چیئرمین آل تاجران اتحاد کاشف صابرانی اور مرکزی وائس چیئرمین آل تاجران اتحاد و وائس چیئرمین لائنڈ آرڈر سب کمیٹی کراچی چیمبر جاوید صدیقی نے کی۔ وفد میں نائب صدر عبدالقادر سوریہ کے ساتھ نائب صدر سلمان رضوان، عمران خان، سماجی رہنما عمیر عثمانی بھی شامل تھے۔ — [601, 412, 724, 518]
deck: کاروباری برادری کے جان و مال کے تحفظ کو یقینی بنانے کیلئے ہر ممکن تعاون کی یقین دہانی کرائی — [11, 1894, 243, 1919]
flag-icon — [523, 1724, 549, 1814]
flag-icon — [332, 1724, 358, 1814]
deck: یہ اکیڈمی کراچی کی نمایاں باکسنگ اکیڈمی ثابت ہوگی جہاں نوجوانوں کو مفت کوچنگ اور تربیت فراہم کی جائے گی، آئی جی — [250, 1548, 589, 1574]
cattle-show-photo-block — [9, 1022, 246, 1239]
deck: اضافی عملہ تعینات کر دیا گیا تاکہ شہریوں کو بروقت اور بہتر سہولت فراہم کی جا سکے، انتظامیہ — [596, 1778, 968, 1810]
encroachment-photo-block — [9, 2217, 246, 2405]
business-section-masthead — [599, 29, 965, 112]
headline: ملیر میں انویسٹی گیشن پولیس کی بڑی کارروائیاں — [21, 1407, 233, 1444]
boxed-headline-line1: عشرت العباد کا احمد شاہ کے بھائی — [816, 1147, 968, 1192]
article-broiler-price — [842, 558, 965, 793]
article-train-fire — [9, 1546, 246, 1704]
page-number-badge: 4 — [477, 2, 497, 21]
deck: طلبہ کو جاری امتحانات اور مستقبل میں بورڈ کے کسی بھی امتحان میں بیٹھنے کی اجازت نہیں دی جائے گی؛ ہمیشہ کیلئے نااہل قرار دیا جا سکتا ہے — [11, 597, 243, 644]
article-farmers-day — [476, 371, 591, 649]
article-badin-gas — [340, 1924, 499, 2263]
body-text: کراچی (اسٹاف رپورٹر) شہر میں منکی پاکس کا ایک اور کیس سامنے آیا ہے جہاں متاثرہ خاندان میں شوہر کے بعد اب اہلیہ میں بھی وائرس کی تصدیق ہو گئی ہے۔ محکمہ صحت کے مطابق ملیر کا رہائشی 42 سالہ شخص اسپتال سے صحتیاب ہو کر گھر منتقل ہو چکا ہے، تاہم اب اس کی 41 سالہ اہلیہ میں علامات ظاہر ہونے پر انہیں اسپتال داخل کر لیا گیا ہے۔ اسپتال ذرائع کا کہنا ہے کہ متاثرہ خاتون کو علاج کی تمام ضروری سہولتیں فراہم کی جا رہی ہیں، جبکہ اچھی خبر یہ ہے کہ متاثرہ فیملی کے بچوں میں منکی پاکس کی کوئی علامت نہیں پائی گئی۔ رواں سال کراچی میں منکی پاکس سے متاثرہ افراد کی مجموعی تعداد 4 تک پہنچ گئی ہے۔ — [11, 2091, 243, 2210]
business-section-title: صنعت و تجارت — [654, 35, 786, 112]
deck: یہ تصدیق کرنا ضروری ہے کہ کوئی بھی سرکاری ویب سائٹ gov.pk پر ختم ہوتی ہے، ذرائع — [596, 1545, 968, 1572]
body-text: کراچی (اسٹاف رپورٹر) ایڈیشنل آئی جی کراچی آزاد خان سے آل پاکستان ریسٹورنٹ ایسوسی ایشن کے 5 رکنی وفد نے کراچی پولیس آفس میں ملاقات کی۔ وفد میں ایسوسی ایشن کے پیٹرن ان چیف شوکت علی، سیکرٹری جنرل سلمان علیم سینئر وائس چیئرمین مسرور باجوہ، وقار عظیم اور انس سلیجہ بھی موجود تھے۔ ملاقات کے دوران شہر کی مجموعی سیکیورٹی صورتحال اور ریسٹورنٹ انڈسٹری کو درپیش مسائل پر تفصیلی (بقیہ نمبر 40 صفحہ نمبر 3) — [11, 1922, 243, 2004]
body-text: لندن (مانیٹرنگ ڈیسک) برطانیہ میں اپوزیشن جماعتوں نے وزیراعظم سرکیئر اسٹارمر کے استعفیٰ کا مطالبہ کر دیا۔ لارڈ مینڈلسن کی امریکا میں بطور سفیر تعیناتی کے معاملے پر اپوزیشن جماعتوں کی جانب سے وزیراعظم کے استعفیٰ کا مطالبہ سامنے آیا ہے۔ کنزرویٹو پارٹی نے کہا کہ لارڈ مینڈلسن کی تعیناتی سے متعلق سرکیئر اسٹارمر کا رویہ متضاد ہے، دوسری طرف لب ڈیم نے کہا کہ سفیر تعیناتی کا فیصلہ جانے کن حد تک ناقص تھا۔ — [11, 85, 243, 167]
construction-photo-block — [593, 1977, 970, 2180]
boxed-headline-line2: کے انتقال پر گہرے رنج و غم کا اظہار — [816, 1193, 968, 1238]
deck: سونے کے ساتھ ساتھ چاندی کی فی تولہ اور فی 10 گرام قیمتیں بھی کم ہو گئیں — [11, 838, 243, 869]
headline: ملوث طلبہ اور عملے کیخلاف سخت کارروائی کا اعلان — [18, 407, 140, 534]
kicker: نقل کی روک تھام — [145, 463, 239, 479]
body-text: پنگریو (بیورو رپورٹ) گیس کی دولت سے مالا مال ضلع بدین کے شہروں میں گیس کی بدترین غیر اعلانیہ لوڈشیڈنگ، پنگریو، ٹنڈو باگو سمیت درجنوں علاقوں کے شہری اذیت میں مبتلا، شدید احتجاج۔ تفصیلات کے مطابق ضلع بدین کے مختلف شہروں اور دیہی علاقوں میں سوئی سدرن گیس کمپنی کی جانب سے کی جانے والی گیس کی بدترین غیر اعلانیہ لوڈشیڈنگ نے شہریوں کی روزمرہ زندگی مفلوج کر کے رکھ دی ہے، جہاں پنگریو، ٹنڈو باگو، شادی لارج، تندو، کھوسکی، ملکانی شریف، حاجی خان اور ڈیرہ خلیفہ قاسم، گوٹھ حاجی دین محمد اور خیرپور گمو کے مکین شدید مشکلات اور اذیت کا شکار ہیں۔ علاقہ مکینوں کے مطابق کئی کئی گھنٹوں تک گیس کی فراہمی مکمل طور پر بند رہتی ہے — [343, 2055, 496, 2259]
body-text: ٹنڈو مستی (بیورو رپورٹ) پاکستان پیپلز پارٹی کے رکن سندھ اسمبلی بیرسٹر پالار منظور وسان کی ٹنڈو مستی کے گاؤں بوچانڈیو آمد، جہاں انہوں نے سیاہ کاری کے الزام میں بے دردی سے قتل کی جانے والی خاتون خالدہ چانڈیو کے ورثاء سے تعزیت (بقیہ نمبر 47 صفحہ نمبر 3) — [250, 2055, 336, 2186]
article-kemari-police — [9, 1241, 246, 1398]
